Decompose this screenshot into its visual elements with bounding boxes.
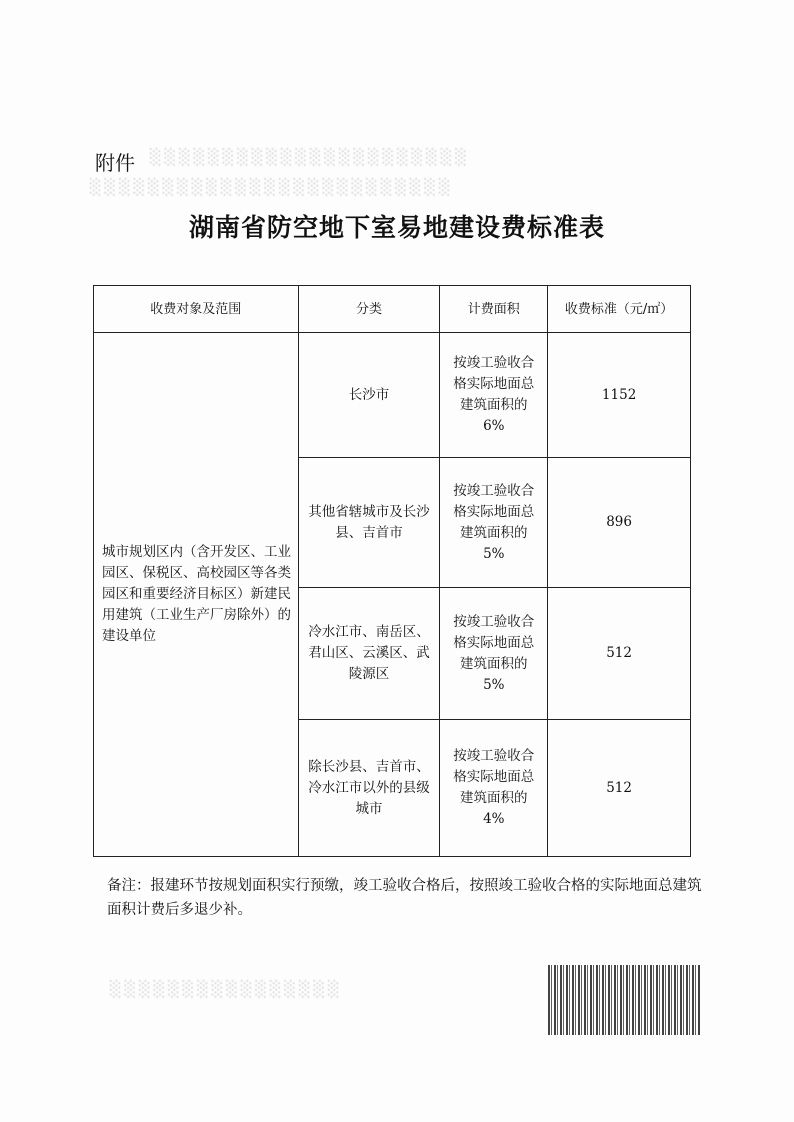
area-cell: 按竣工验收合格实际地面总建筑面积的 5% <box>440 458 548 588</box>
category-cell: 除长沙县、吉首市、冷水江市以外的县级城市 <box>298 720 440 857</box>
table-header-row <box>94 286 691 333</box>
area-cell: 按竣工验收合格实际地面总建筑面积的 6% <box>440 333 548 458</box>
fee-cell: 512 <box>548 588 691 720</box>
bleed-through-text: ░░░░░░░░░░░░░░░░░░░░░░ <box>150 148 470 166</box>
category-cell: 冷水江市、南岳区、君山区、云溪区、武陵源区 <box>298 588 440 720</box>
header-scope: 收费对象及范围 <box>94 286 299 333</box>
category-cell: 其他省辖城市及长沙县、吉首市 <box>298 458 440 588</box>
area-cell: 按竣工验收合格实际地面总建筑面积的 5% <box>440 588 548 720</box>
header-area: 计费面积 <box>440 286 548 333</box>
header-fee: 收费标准（元/㎡） <box>548 286 691 333</box>
remark-note: 备注：报建环节按规划面积实行预缴，竣工验收合格后，按照竣工验收合格的实际地面总建筑面积计费后多退少补。 <box>107 878 702 918</box>
scope-cell: 城市规划区内（含开发区、工业园区、保税区、高校园区等各类园区和重要经济目标区）新建民用建筑（工业生产厂房除外）的建设单位 <box>94 333 299 857</box>
category-cell: 长沙市 <box>298 333 440 458</box>
fee-cell: 512 <box>548 720 691 857</box>
header-category: 分类 <box>298 286 440 333</box>
attachment-label: 附件 <box>95 151 135 175</box>
table-row <box>94 333 691 458</box>
fee-standard-table <box>93 285 691 857</box>
area-cell: 按竣工验收合格实际地面总建筑面积的 4% <box>440 720 548 857</box>
bleed-through-text: ░░░░░░░░░░░░░░░░░░░░░░░░░ <box>90 178 454 196</box>
bleed-through-text: ░░░░░░░░░░░░░░░░ <box>110 980 343 998</box>
fee-cell: 896 <box>548 458 691 588</box>
page-title: 湖南省防空地下室易地建设费标准表 <box>188 213 605 242</box>
barcode-image <box>548 965 700 1035</box>
fee-cell: 1152 <box>548 333 691 458</box>
